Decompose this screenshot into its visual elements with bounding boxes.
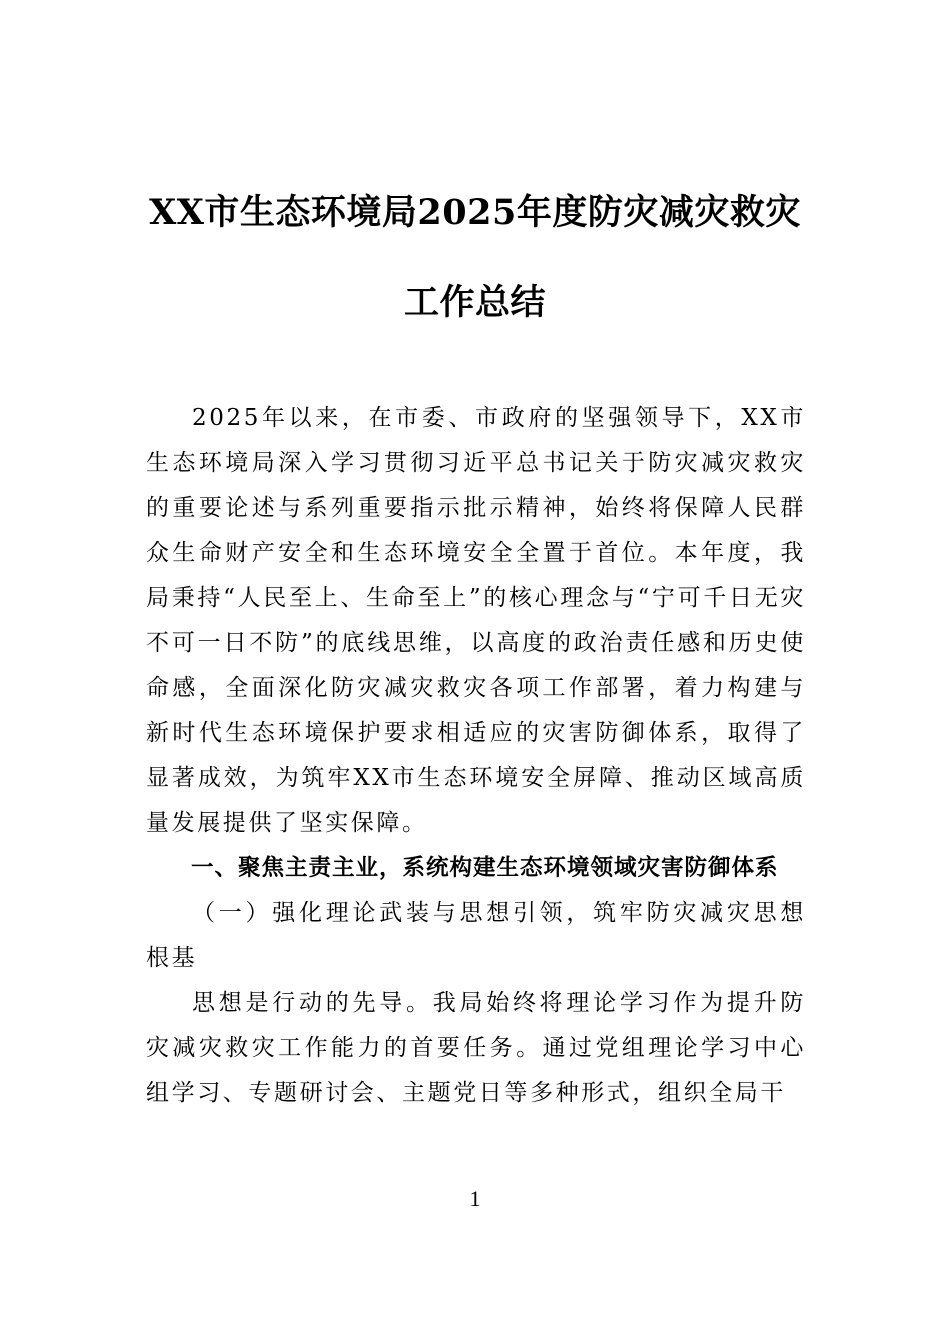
title-line-2: 工作总结 bbox=[403, 282, 546, 323]
intro-paragraph: 2025年以来，在市委、市政府的坚强领导下，XX市生态环境局深入学习贯彻习近平总书记关于防灾减灾救灾的重要论述与系列重要指示批示精神，始终将保障人民群众生命财产安全和生态环境安全全置于首位。本年度，我局秉持“人民至上、生命至上”的核心理念与“宁可千日无灾不可一日不防”的底线思维，以高度的政治责任感和历史使命感，全面深化防灾减灾救灾各项工作部署，着力构建与新时代生态环境保护要求相适应的灾害防御体系，取得了显著成效，为筑牢XX市生态环境安全屏障、推动区域高质量发展提供了坚实保障。 bbox=[146, 405, 806, 836]
document-body bbox=[146, 396, 806, 1116]
subsection-heading-1: （一）强化理论武装与思想引领，筑牢防灾减灾思想根基 bbox=[146, 900, 806, 971]
body-paragraph-2: 思想是行动的先导。我局始终将理论学习作为提升防灾减灾救灾工作能力的首要任务。通过党组理论学习中心组学习、专题研讨会、主题党日等多种形式，组织全局干 bbox=[146, 990, 806, 1106]
document-title bbox=[0, 168, 950, 348]
title-line-1: XX市生态环境局2025年度防灾减灾救灾 bbox=[149, 192, 801, 233]
section-heading-1: 一、聚焦主责主业，系统构建生态环境领域灾害防御体系 bbox=[191, 855, 779, 881]
page-number: 1 bbox=[469, 1186, 481, 1211]
